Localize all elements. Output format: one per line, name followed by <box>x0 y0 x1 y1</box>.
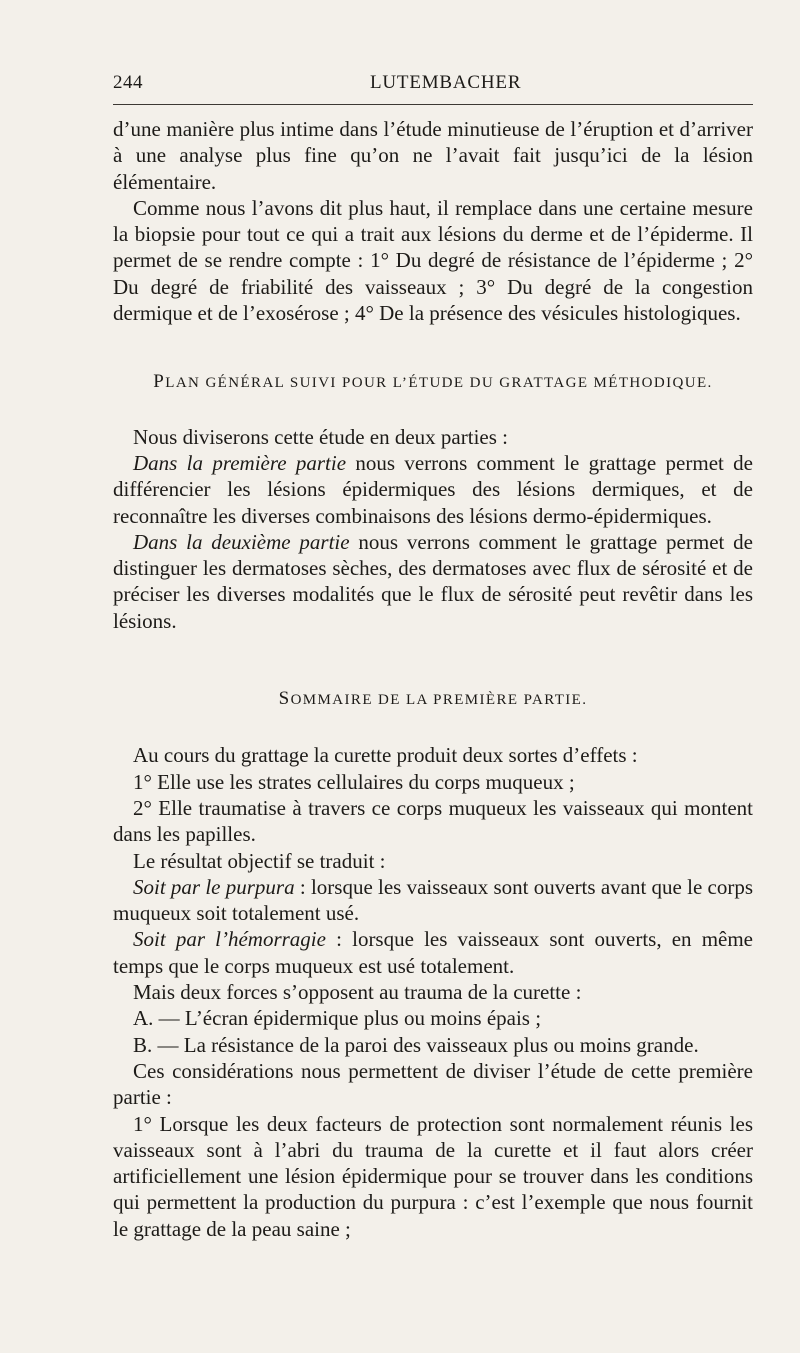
paragraph: A. — L’écran épidermique plus ou moins épais ; <box>133 1006 542 1031</box>
section-heading-sommaire <box>113 686 753 713</box>
paragraph-text: : lorsque les vaisseaux sont ouverts, en même temps que le corps muqueux est usé totalement. <box>113 927 754 978</box>
heading-initial: S <box>278 688 291 710</box>
paragraph <box>113 450 753 529</box>
paragraph-text: nous verrons comment le grattage permet de différencier les lésions épidermiques des lésions dermiques, et de reconnaître les diverses combinaisons des lésions dermo-épidermiques. <box>113 450 753 528</box>
paragraph: Nous diviserons cette étude en deux parties : <box>133 424 508 449</box>
heading-text: OMMAIRE DE LA PREMIÈRE PARTIE. <box>290 692 588 709</box>
emphasis: Soit par le purpura <box>133 874 295 899</box>
emphasis: Soit par l’hémorragie <box>133 927 326 952</box>
paragraph-text: : lorsque les vaisseaux sont ouverts avant que le corps muqueux soit totalement usé. <box>113 874 754 926</box>
heading-initial: P <box>153 371 166 393</box>
paragraph: Le résultat objectif se traduit : <box>133 848 386 873</box>
page-header <box>113 68 753 98</box>
paragraph: Au cours du grattage la curette produit deux sortes d’effets : <box>133 743 638 768</box>
paragraph: 1° Lorsque les deux facteurs de protection sont normalement réunis les vaisseaux sont à l’abri du trauma de la curette et il faut alors créer artificiellement une lésion épidermique pour se trouver dans les conditions qui permettent la production du purpura : c’est l’exemple que nous fournit le grattage de la peau saine ; <box>113 1111 753 1241</box>
paragraph: Mais deux forces s’opposent au trauma de la curette : <box>133 980 582 1005</box>
page-number: 244 <box>113 72 143 93</box>
section-heading-plan <box>113 369 753 396</box>
running-title: LUTEMBACHER <box>370 72 522 93</box>
paragraph <box>113 874 753 927</box>
paragraph <box>113 529 753 634</box>
body-text <box>113 116 753 1242</box>
paragraph: B. — La résistance de la paroi des vaisseaux plus ou moins grande. <box>133 1032 699 1057</box>
paragraph: 2° Elle traumatise à travers ce corps muqueux les vaisseaux qui montent dans les papilles. <box>113 795 753 847</box>
emphasis: Dans la première partie <box>133 450 347 475</box>
paragraph: Ces considérations nous permettent de diviser l’étude de cette première partie : <box>113 1058 753 1110</box>
paragraph <box>113 926 753 979</box>
heading-text: LAN GÉNÉRAL SUIVI POUR L’ÉTUDE DU GRATTAGE MÉTHODIQUE. <box>165 375 713 392</box>
paragraph: 1° Elle use les strates cellulaires du corps muqueux ; <box>133 769 575 794</box>
header-rule <box>113 104 753 105</box>
paragraph: Comme nous l’avons dit plus haut, il remplace dans une certaine mesure la biopsie pour tout ce qui a trait aux lésions du derme et de l’épiderme. Il permet de se rendre compte : 1° Du degré de résistance de l’épiderme ; 2° Du degré de friabilité des vaisseaux ; 3° Du degré de la congestion dermique et de l’exosérose ; 4° De la présence des vésicules histologiques. <box>113 195 753 326</box>
paragraph-text: nous verrons comment le grattage permet de distinguer les dermatoses sèches, des dermatoses avec flux de sérosité et de préciser les diverses modalités que le flux de sérosité peut revêtir dans les lésions. <box>113 529 753 633</box>
paragraph: d’une manière plus intime dans l’étude minutieuse de l’éruption et d’arriver à une analyse plus fine qu’on ne l’avait fait jusqu’ici de la lésion élémentaire. <box>113 117 753 194</box>
emphasis: Dans la deuxième partie <box>133 529 350 554</box>
